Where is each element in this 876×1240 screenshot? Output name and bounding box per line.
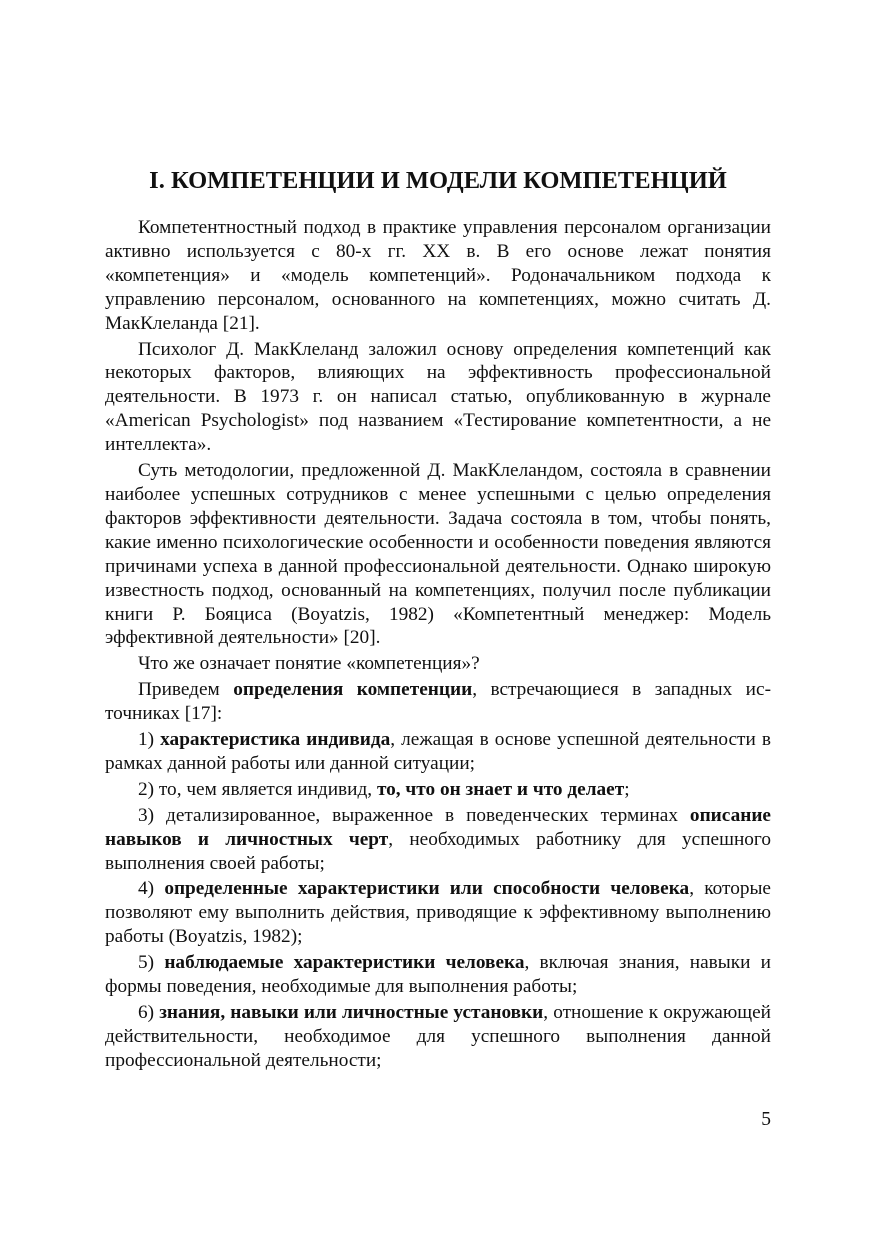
bold-term: определения компетенции xyxy=(233,679,473,701)
bold-term: определенные характеристики или способности человека xyxy=(164,878,690,900)
page-number: 5 xyxy=(761,1109,771,1130)
text-segment: , необходимых работнику для успешного выполнения своей работы; xyxy=(105,828,771,874)
bold-term: то, что он знает и что делает xyxy=(376,778,625,800)
text-segment: 3) детализированное, выраженное в поведенческих терминах xyxy=(138,804,690,826)
definition-item xyxy=(105,778,771,802)
text-segment: Суть методологии, предложенной Д. МакКлеландом, состояла в сравнении наиболее успешных сотрудников с менее успешными с целью определения факторов эффективности деятельности. Задача состояла в том, чтобы понять, какие именно психологические особенности и особенности поведения являются причинами успеха в данной профессиональной деятельности. Однако широкую известность подход, основанный на компетенциях, получил после публикации книги Р. Бояциса (Boyatzis, 1982) «Компетентный менеджер: Модель эффективной деятельности» [20]. xyxy=(105,460,771,649)
text-segment: Психолог Д. МакКлеланд заложил основу определения компетенций как некоторых факторов, влияющих на эффективность профессиональной деятельности. В 1973 г. он написал статью, опубликованную в журнале «American Psychologist» под названием «Тестирование компетентности, а не интеллекта». xyxy=(105,338,771,456)
text-segment: Что же означает понятие «компетенция»? xyxy=(138,653,480,675)
text-segment: , встречающиеся в западных источниках [17]: xyxy=(105,679,771,725)
text-segment: 5) xyxy=(138,952,165,974)
paragraph xyxy=(105,459,771,650)
definition-item xyxy=(105,951,771,999)
chapter-heading: I. КОМПЕТЕНЦИИ И МОДЕЛИ КОМПЕТЕНЦИЙ xyxy=(149,167,727,194)
paragraph xyxy=(105,338,771,458)
text-segment: , отношение к окружающей действительности, необходимое для успешного выполнения данной профессиональной деятельности; xyxy=(105,1002,771,1071)
bold-term: описание навыков и личностных черт xyxy=(105,804,771,850)
text-segment: 1) xyxy=(138,729,161,751)
text-segment: Приведем xyxy=(138,679,234,701)
paragraph xyxy=(105,652,771,676)
bold-term: характеристика индивида xyxy=(160,729,391,751)
text-segment: Компетентностный подход в практике управления персоналом организации активно используется с 80-х гг. XX в. В его основе лежат понятия «компетенция» и «модель компетенций». Родоначальником подхода к управлению персоналом, основанного на компетенциях, можно считать Д. МакКлеланда [21]. xyxy=(105,217,771,334)
body-text xyxy=(105,216,771,1075)
paragraph xyxy=(105,216,771,336)
text-segment: 6) xyxy=(138,1002,160,1023)
text-segment: , которые позволяют ему выполнить действия, приводящие к эффективному выполнению работы (Boyatzis, 1982); xyxy=(105,878,771,948)
bold-term: знания, навыки или личностные установки xyxy=(159,1002,544,1023)
definition-item xyxy=(105,877,771,949)
text-segment: ; xyxy=(624,778,630,800)
paragraph xyxy=(105,678,771,726)
text-segment: , включая знания, навыки и формы поведения, необходимые для выполнения работы; xyxy=(105,952,771,998)
definition-item xyxy=(105,728,771,776)
definition-item xyxy=(105,804,771,876)
text-segment: 2) то, чем является индивид, xyxy=(138,778,377,800)
bold-term: наблюдаемые характеристики человека xyxy=(164,952,525,974)
text-segment: 4) xyxy=(138,878,165,900)
definition-item xyxy=(105,1001,771,1073)
text-segment: , лежащая в основе успешной деятельности в рамках данной работы или данной ситуации; xyxy=(105,729,771,774)
